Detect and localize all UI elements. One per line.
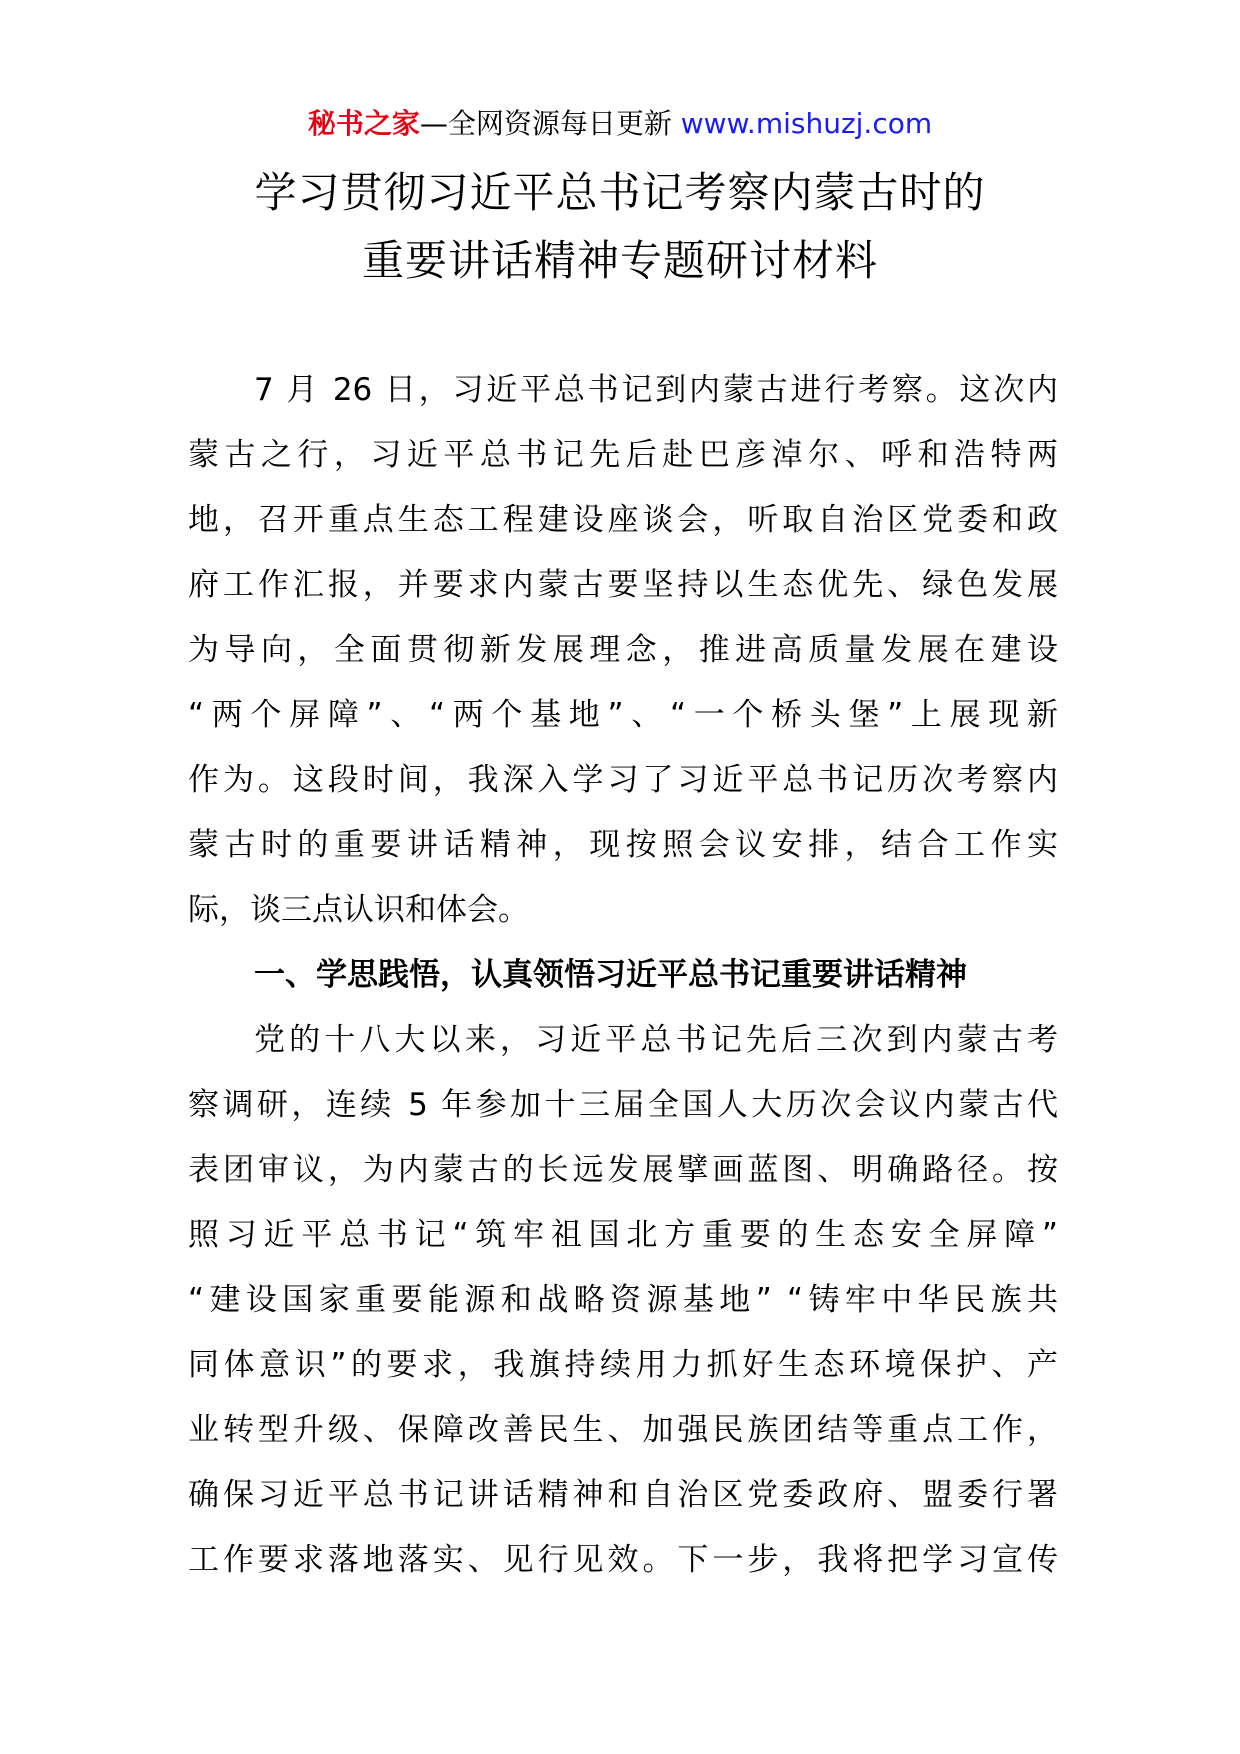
body-line: 业转型升级、保障改善民生、加强民族团结等重点工作， [188,1412,1058,1448]
body-line: 工作要求落地落实、见行见效。下一步，我将把学习宣传 [188,1542,1058,1578]
body-line: 确保习近平总书记讲话精神和自治区党委政府、盟委行署 [188,1477,1058,1513]
body-line: 际，谈三点认识和体会。 [188,892,529,928]
document-title-line-1: 学习贯彻习近平总书记考察内蒙古时的 [254,168,986,217]
body-line: 同体意识”的要求，我旗持续用力抓好生态环境保护、产 [188,1347,1058,1383]
body-line: 府工作汇报，并要求内蒙古要坚持以生态优先、绿色发展 [188,567,1058,603]
banner-brand: 秘书之家 [307,107,420,140]
body-line: 为导向，全面贯彻新发展理念，推进高质量发展在建设 [188,632,1058,668]
body-line: “两个屏障”、“两个基地”、“一个桥头堡”上展现新 [188,697,1058,733]
section-heading: 一、学思践悟，认真领悟习近平总书记重要讲话精神 [254,957,967,993]
body-line: “建设国家重要能源和战略资源基地” “铸牢中华民族共 [188,1282,1058,1318]
body-line: 蒙古时的重要讲话精神，现按照会议安排，结合工作实 [188,827,1058,863]
body-line: 表团审议，为内蒙古的长远发展擘画蓝图、明确路径。按 [188,1152,1058,1188]
body-line: 蒙古之行，习近平总书记先后赴巴彦淖尔、呼和浩特两 [188,437,1058,473]
document-body [188,358,1058,1593]
document-title-line-2: 重要讲话精神专题研讨材料 [361,236,878,285]
body-line: 作为。这段时间，我深入学习了习近平总书记历次考察内 [188,762,1058,798]
body-line: 察调研，连续 5 年参加十三届全国人大历次会议内蒙古代 [188,1087,1058,1123]
body-line: 7 月 26 日，习近平总书记到内蒙古进行考察。这次内 [254,372,1058,408]
site-banner [0,104,1240,144]
banner-slogan: —全网资源每日更新 [419,107,681,140]
body-line: 地，召开重点生态工程建设座谈会，听取自治区党委和政 [188,502,1058,538]
body-line: 党的十八大以来，习近平总书记先后三次到内蒙古考 [254,1022,1058,1058]
body-line: 照习近平总书记“筑牢祖国北方重要的生态安全屏障” [188,1217,1058,1253]
banner-url[interactable]: www.mishuzj.com [680,107,933,140]
